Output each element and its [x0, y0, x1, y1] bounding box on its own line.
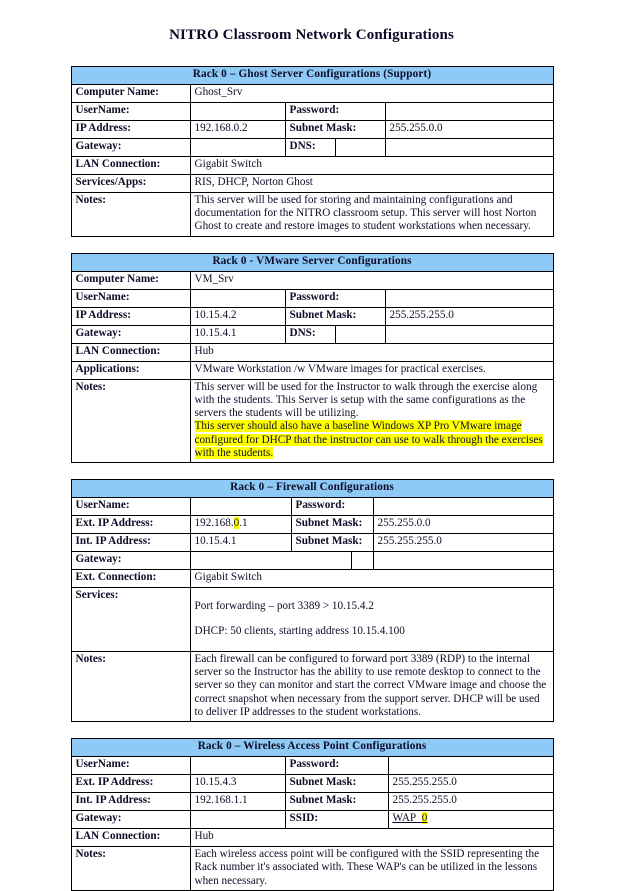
table-title-vmware-server: Rack 0 - VMware Server Configurations [71, 253, 553, 271]
label-notes: Notes: [71, 379, 190, 462]
label-ext-ip-address: Ext. IP Address: [71, 775, 190, 793]
table-header-row [71, 739, 553, 757]
table-row [71, 533, 553, 551]
label-subnet-mask: Subnet Mask: [285, 307, 385, 325]
label-gateway: Gateway: [71, 139, 190, 157]
table-row [71, 271, 553, 289]
value-int-subnet-mask[interactable]: 255.255.255.0 [388, 793, 553, 811]
services-line-2: DHCP: 50 clients, starting address 10.15.4.100 [194, 624, 405, 637]
table-row [71, 103, 553, 121]
table-ghost-server [71, 66, 554, 237]
value-lan-connection[interactable]: Hub [190, 343, 553, 361]
table-row [71, 325, 553, 343]
label-lan-connection: LAN Connection: [71, 343, 190, 361]
label-dns: DNS: [285, 325, 335, 343]
table-title-firewall: Rack 0 – Firewall Configurations [71, 479, 553, 497]
value-username[interactable] [190, 103, 285, 121]
value-password[interactable] [388, 757, 553, 775]
label-ssid: SSID: [285, 811, 388, 829]
value-gateway[interactable]: 10.15.4.1 [190, 325, 285, 343]
value-password[interactable] [385, 289, 553, 307]
services-line-1: Port forwarding – port 3389 > 10.15.4.2 [194, 600, 374, 613]
value-dns[interactable] [335, 325, 385, 343]
label-username: UserName: [71, 289, 190, 307]
value-services[interactable] [190, 587, 553, 651]
table-row [71, 175, 553, 193]
value-ext-subnet-mask[interactable]: 255.255.255.0 [388, 775, 553, 793]
value-ext-ip-address[interactable]: 192.168.0.1 [190, 515, 291, 533]
value-ext-connection[interactable]: Gigabit Switch [190, 569, 553, 587]
table-title-ghost-server: Rack 0 – Ghost Server Configurations (Support) [71, 67, 553, 85]
label-password: Password: [285, 103, 385, 121]
value-gateway-extra-1[interactable] [351, 551, 373, 569]
value-lan-connection[interactable]: Hub [190, 829, 553, 847]
label-username: UserName: [71, 497, 190, 515]
label-ext-connection: Ext. Connection: [71, 569, 190, 587]
value-gateway-extra-2[interactable] [373, 551, 553, 569]
notes-paragraph-1: This server will be used for the Instructor to walk through the exercise along with the students. This Server is setup with the same configurations as the servers the students will be utilizing. [194, 380, 538, 420]
label-password: Password: [285, 289, 385, 307]
table-row [71, 379, 553, 462]
value-services-apps[interactable]: RIS, DHCP, Norton Ghost [190, 175, 553, 193]
value-ip-address[interactable]: 192.168.0.2 [190, 121, 285, 139]
label-lan-connection: LAN Connection: [71, 829, 190, 847]
value-notes[interactable]: Each firewall can be configured to forward port 3389 (RDP) to the internal server so the Instructor has the ability to use remote desktop to connect to the server so they can monitor and start the correct VMware image and choose the correct snapshot when necessary from the support server. DHCP will be used to deliver IP addresses to the student workstations. [190, 651, 553, 721]
label-gateway: Gateway: [71, 325, 190, 343]
value-subnet-mask[interactable]: 255.255.0.0 [385, 121, 553, 139]
table-row [71, 121, 553, 139]
label-username: UserName: [71, 103, 190, 121]
label-ext-subnet-mask: Subnet Mask: [285, 775, 388, 793]
table-row [71, 361, 553, 379]
table-row [71, 829, 553, 847]
value-gateway[interactable] [190, 811, 285, 829]
label-notes: Notes: [71, 847, 190, 891]
value-notes[interactable] [190, 379, 553, 462]
label-username: UserName: [71, 757, 190, 775]
table-row [71, 157, 553, 175]
table-row [71, 307, 553, 325]
label-notes: Notes: [71, 651, 190, 721]
table-title-wireless-access-point: Rack 0 – Wireless Access Point Configurations [71, 739, 553, 757]
value-password[interactable] [373, 497, 553, 515]
value-ext-subnet-mask[interactable]: 255.255.0.0 [373, 515, 553, 533]
tables-container [71, 44, 553, 891]
label-int-ip-address: Int. IP Address: [71, 533, 190, 551]
label-ext-ip-address: Ext. IP Address: [71, 515, 190, 533]
value-dns-extra[interactable] [385, 325, 553, 343]
value-username[interactable] [190, 757, 285, 775]
value-computer-name[interactable]: VM_Srv [190, 271, 553, 289]
notes-paragraph-2-highlighted: This server should also have a baseline Windows XP Pro VMware image configured for DHCP that the instructor can use to walk through the exercises with the students. [194, 420, 543, 459]
value-notes[interactable]: Each wireless access point will be configured with the SSID representing the Rack number it's associated with. These WAP's can be utilized in the lessons when necessary. [190, 847, 553, 891]
value-int-ip-address[interactable]: 192.168.1.1 [190, 793, 285, 811]
label-services: Services: [71, 587, 190, 651]
label-int-subnet-mask: Subnet Mask: [285, 793, 388, 811]
value-applications[interactable]: VMware Workstation /w VMware images for practical exercises. [190, 361, 553, 379]
label-subnet-mask: Subnet Mask: [285, 121, 385, 139]
label-ip-address: IP Address: [71, 307, 190, 325]
table-row [71, 587, 553, 651]
value-ip-address[interactable]: 10.15.4.2 [190, 307, 285, 325]
table-row [71, 775, 553, 793]
label-dns: DNS: [285, 139, 335, 157]
table-row [71, 847, 553, 891]
label-computer-name: Computer Name: [71, 85, 190, 103]
table-row [71, 85, 553, 103]
table-row [71, 497, 553, 515]
table-firewall [71, 479, 554, 722]
value-username[interactable] [190, 497, 291, 515]
table-header-row [71, 479, 553, 497]
value-username[interactable] [190, 289, 285, 307]
value-password[interactable] [385, 103, 553, 121]
label-notes: Notes: [71, 193, 190, 237]
label-computer-name: Computer Name: [71, 271, 190, 289]
table-row [71, 515, 553, 533]
value-dns-extra[interactable] [385, 139, 553, 157]
table-vmware-server [71, 253, 554, 463]
value-int-ip-address[interactable]: 10.15.4.1 [190, 533, 291, 551]
table-row [71, 569, 553, 587]
table-row [71, 343, 553, 361]
table-row [71, 289, 553, 307]
value-subnet-mask[interactable]: 255.255.255.0 [385, 307, 553, 325]
label-int-ip-address: Int. IP Address: [71, 793, 190, 811]
table-row [71, 551, 553, 569]
label-lan-connection: LAN Connection: [71, 157, 190, 175]
label-gateway: Gateway: [71, 811, 190, 829]
label-ip-address: IP Address: [71, 121, 190, 139]
table-row [71, 793, 553, 811]
label-services-apps: Services/Apps: [71, 175, 190, 193]
value-notes[interactable]: This server will be used for storing and maintaining configurations and documentation for the NITRO classroom setup. This server will host Norton Ghost to create and restore images to student workstations when necessary. [190, 193, 553, 237]
value-ssid[interactable]: WAP_0 [388, 811, 553, 829]
value-dns[interactable] [335, 139, 385, 157]
table-wireless-access-point [71, 738, 554, 891]
table-header-row [71, 67, 553, 85]
table-row [71, 757, 553, 775]
value-gateway[interactable] [190, 139, 285, 157]
label-password: Password: [285, 757, 388, 775]
table-row [71, 193, 553, 237]
label-gateway: Gateway: [71, 551, 190, 569]
table-row [71, 811, 553, 829]
label-applications: Applications: [71, 361, 190, 379]
value-gateway[interactable] [190, 551, 351, 569]
label-password: Password: [291, 497, 373, 515]
value-lan-connection[interactable]: Gigabit Switch [190, 157, 553, 175]
value-ext-ip-address[interactable]: 10.15.4.3 [190, 775, 285, 793]
label-int-subnet-mask: Subnet Mask: [291, 533, 373, 551]
value-int-subnet-mask[interactable]: 255.255.255.0 [373, 533, 553, 551]
page-title: NITRO Classroom Network Configurations [169, 27, 454, 43]
value-computer-name[interactable]: Ghost_Srv [190, 85, 553, 103]
table-row [71, 651, 553, 721]
table-row [71, 139, 553, 157]
table-header-row [71, 253, 553, 271]
label-ext-subnet-mask: Subnet Mask: [291, 515, 373, 533]
